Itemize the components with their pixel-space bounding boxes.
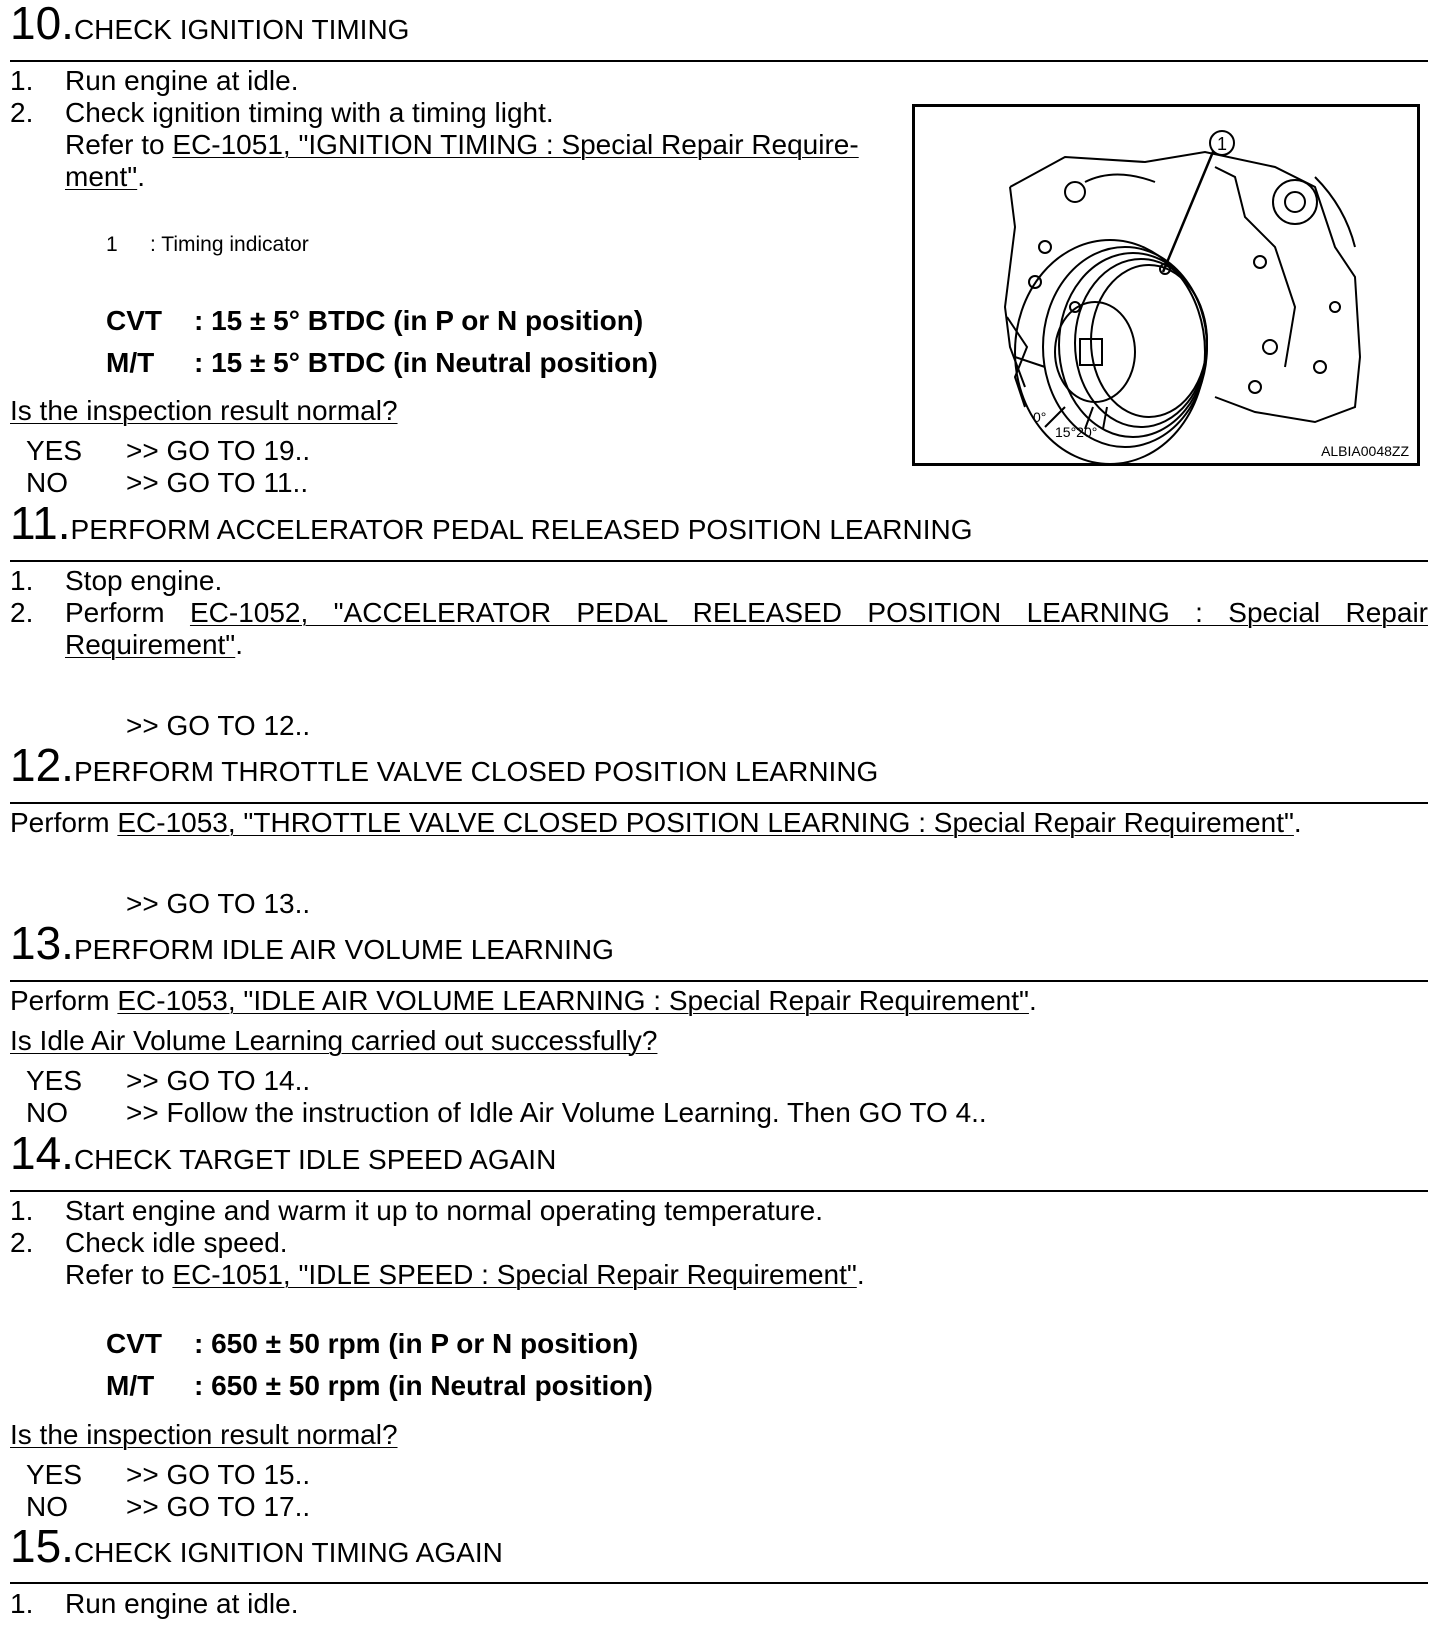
step-text: Check ignition timing with a timing light. <box>65 97 554 128</box>
reference-link[interactable]: EC-1053, "THROTTLE VALVE CLOSED POSITION LEARNING : Special Repair Requirement" <box>117 807 1294 838</box>
section-title: CHECK TARGET IDLE SPEED AGAIN <box>73 1144 557 1175</box>
reference-line <box>65 629 243 661</box>
divider <box>10 802 1428 804</box>
scale-mark-15-20: 15°20° <box>1055 424 1098 440</box>
timing-indicator-figure <box>912 104 1420 466</box>
yes-action[interactable]: >> GO TO 15.. <box>126 1459 311 1490</box>
period: . <box>856 1259 865 1290</box>
divider <box>10 560 1428 562</box>
inspection-question: Is Idle Air Volume Learning carried out successfully? <box>10 1025 658 1056</box>
callout-number: 1 <box>1217 134 1228 154</box>
spec-label: M/T <box>106 347 155 378</box>
spec-value: : 650 ± 50 rpm (in Neutral position) <box>194 1370 653 1401</box>
go-to-action[interactable]: >> GO TO 13.. <box>126 888 311 919</box>
period: . <box>137 161 145 192</box>
legend-number: 1 <box>106 233 118 256</box>
go-to-action[interactable]: >> GO TO 12.. <box>126 710 311 741</box>
engine-pulley-illustration <box>915 107 1417 463</box>
spec-value: : 15 ± 5° BTDC (in Neutral position) <box>194 347 658 378</box>
section-14-header <box>10 1127 557 1179</box>
yes-action[interactable]: >> GO TO 19.. <box>126 435 311 466</box>
step-number: 1. <box>10 565 34 596</box>
section-13-header <box>10 917 614 969</box>
spec-value: : 15 ± 5° BTDC (in P or N position) <box>194 305 644 336</box>
refer-prefix: Refer to <box>65 129 173 160</box>
period: . <box>1028 985 1037 1016</box>
section-number: 14. <box>10 1127 74 1179</box>
section-title: PERFORM IDLE AIR VOLUME LEARNING <box>73 934 614 965</box>
reference-link[interactable]: EC-1053, "IDLE AIR VOLUME LEARNING : Special Repair Requirement" <box>117 985 1029 1016</box>
step-text <box>65 597 1428 629</box>
reference-link[interactable]: EC-1052, "ACCELERATOR PEDAL RELEASED POSITION LEARNING : Special Repair <box>189 597 1428 628</box>
no-action[interactable]: >> Follow the instruction of Idle Air Volume Learning. Then GO TO 4.. <box>126 1097 987 1128</box>
section-number: 13. <box>10 917 74 969</box>
reference-line <box>65 1259 865 1291</box>
reference-link-continued[interactable]: ment" <box>65 161 138 192</box>
perform-prefix: Perform <box>10 985 118 1016</box>
section-title: CHECK IGNITION TIMING <box>73 14 410 45</box>
section-10-header <box>10 0 410 49</box>
inspection-question: Is the inspection result normal? <box>10 395 398 426</box>
divider <box>10 1582 1428 1584</box>
perform-prefix: Perform <box>10 807 118 838</box>
yes-action[interactable]: >> GO TO 14.. <box>126 1065 311 1096</box>
section-number: 15. <box>10 1520 74 1572</box>
step-number: 2. <box>10 597 34 628</box>
section-15-header <box>10 1520 503 1572</box>
inspection-question: Is the inspection result normal? <box>10 1419 398 1450</box>
section-title: CHECK IGNITION TIMING AGAIN <box>73 1537 503 1568</box>
yes-label: YES <box>26 1459 83 1490</box>
no-action[interactable]: >> GO TO 17.. <box>126 1491 311 1522</box>
yes-label: YES <box>26 435 83 466</box>
step-text: Run engine at idle. <box>65 1588 299 1619</box>
no-label: NO <box>26 467 68 498</box>
step-number: 1. <box>10 65 34 96</box>
divider <box>10 1190 1428 1192</box>
section-11-header <box>10 497 973 549</box>
perform-line <box>10 807 1302 839</box>
no-label: NO <box>26 1491 68 1522</box>
period: . <box>1293 807 1302 838</box>
scale-mark-0: 0° <box>1033 409 1047 425</box>
legend-text: : Timing indicator <box>150 233 309 256</box>
divider <box>10 980 1428 982</box>
step-text: Run engine at idle. <box>65 65 299 96</box>
reference-line <box>65 129 859 161</box>
step-text: Stop engine. <box>65 565 223 596</box>
divider <box>10 60 1428 62</box>
section-number: 12. <box>10 739 74 791</box>
section-title: PERFORM THROTTLE VALVE CLOSED POSITION LEARNING <box>73 756 879 787</box>
step-number: 2. <box>10 97 34 128</box>
period: . <box>235 629 244 660</box>
step-number: 2. <box>10 1227 34 1258</box>
no-label: NO <box>26 1097 68 1128</box>
spec-label: CVT <box>106 305 162 336</box>
yes-label: YES <box>26 1065 83 1096</box>
step-number: 1. <box>10 1195 34 1226</box>
step-text: Check idle speed. <box>65 1227 288 1258</box>
reference-link[interactable]: EC-1051, "IGNITION TIMING : Special Repair Require- <box>172 129 859 160</box>
step-number: 1. <box>10 1588 34 1619</box>
spec-label: CVT <box>106 1328 162 1359</box>
reference-line <box>65 161 145 193</box>
no-action[interactable]: >> GO TO 11.. <box>126 467 309 498</box>
perform-line <box>10 985 1037 1017</box>
spec-label: M/T <box>106 1370 155 1401</box>
section-title: PERFORM ACCELERATOR PEDAL RELEASED POSITION LEARNING <box>70 514 973 545</box>
reference-link-continued[interactable]: Requirement" <box>65 629 236 660</box>
step-text: Start engine and warm it up to normal operating temperature. <box>65 1195 823 1226</box>
reference-link[interactable]: EC-1051, "IDLE SPEED : Special Repair Requirement" <box>172 1259 857 1290</box>
refer-prefix: Refer to <box>65 1259 173 1290</box>
figure-code: ALBIA0048ZZ <box>1321 443 1409 459</box>
section-number: 11. <box>10 497 71 549</box>
perform-prefix: Perform <box>65 597 190 628</box>
spec-value: : 650 ± 50 rpm (in P or N position) <box>194 1328 639 1359</box>
section-number: 10. <box>10 0 74 49</box>
section-12-header <box>10 739 879 791</box>
